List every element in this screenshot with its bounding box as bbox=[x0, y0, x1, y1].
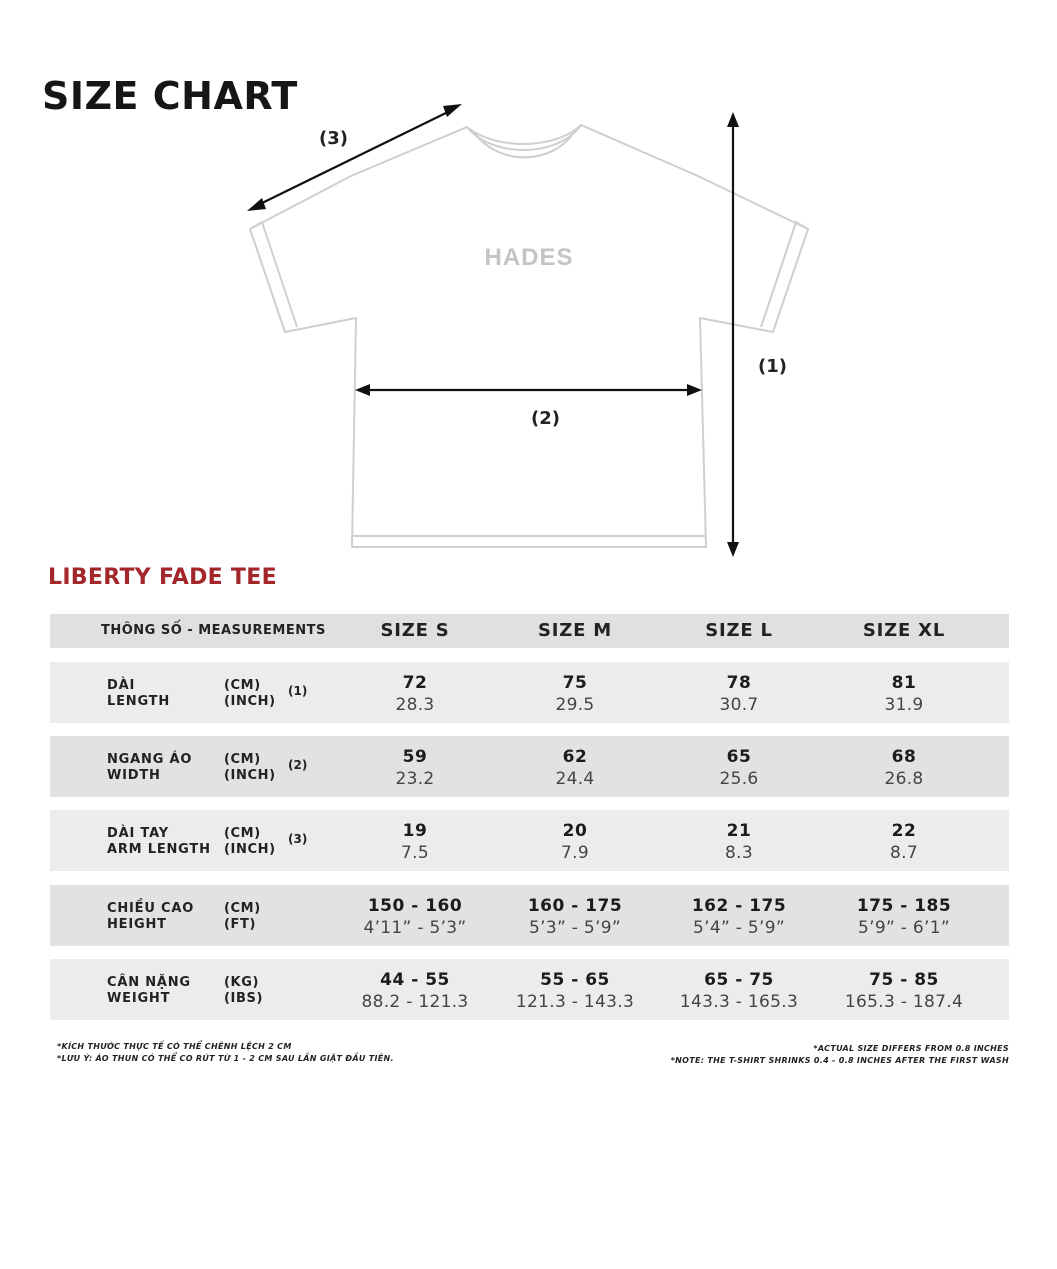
note-en-2: *NOTE: THE T-SHIRT SHRINKS 0.4 - 0.8 INCHES AFTER THE FIRST WASH bbox=[670, 1056, 1009, 1065]
cell-size-xl: 81 31.9 bbox=[884, 673, 924, 715]
cell-size-l: 65 25.6 bbox=[719, 747, 759, 789]
cell-size-s: 72 28.3 bbox=[395, 673, 435, 715]
table-row bbox=[50, 885, 1009, 946]
row-label-vi: CHIỀU CAO bbox=[107, 901, 195, 916]
table-header bbox=[50, 614, 1009, 648]
note-vi-1: *KÍCH THƯỚC THỰC TẾ CÓ THỂ CHÊNH LỆCH 2 CM bbox=[57, 1042, 292, 1051]
cell-size-m: 75 29.5 bbox=[555, 673, 595, 715]
width-arrow-head-left bbox=[355, 384, 370, 396]
notes-english bbox=[671, 1043, 1009, 1067]
size-l-header: SIZE L bbox=[705, 620, 773, 641]
cell-size-l: 65 - 75 143.3 - 165.3 bbox=[679, 970, 799, 1012]
width-label: (2) bbox=[531, 408, 560, 429]
cell-size-s: 150 - 160 4’11” - 5’3” bbox=[363, 896, 467, 938]
cell-size-m: 62 24.4 bbox=[555, 747, 595, 789]
cell-size-xl: 75 - 85 165.3 - 187.4 bbox=[844, 970, 964, 1012]
length-arrow-head-bottom bbox=[727, 542, 739, 557]
row-label-vi: NGANG ÁO bbox=[107, 752, 193, 767]
unit-primary: (CM) bbox=[224, 678, 261, 693]
row-label-en: ARM LENGTH bbox=[107, 842, 211, 857]
note-vi-2: *LƯU Ý: ÁO THUN CÓ THỂ CO RÚT TỪ 1 - 2 CM SAU LẦN GIẶT ĐẦU TIÊN. bbox=[57, 1054, 394, 1063]
cell-size-xl: 175 - 185 5’9” - 6’1” bbox=[856, 896, 952, 938]
product-name: LIBERTY FADE TEE bbox=[48, 565, 277, 590]
row-label-vi: DÀI TAY bbox=[107, 826, 169, 841]
arm-arrow-line bbox=[256, 110, 452, 206]
length-label: (1) bbox=[758, 356, 787, 377]
size-s-header: SIZE S bbox=[380, 620, 450, 641]
unit-primary: (CM) bbox=[224, 826, 261, 841]
row-label-en: WEIGHT bbox=[107, 991, 171, 1006]
table-row bbox=[50, 736, 1009, 797]
size-xl-header: SIZE XL bbox=[862, 620, 946, 641]
width-arrow-head-right bbox=[687, 384, 702, 396]
notes-vietnamese bbox=[57, 1041, 394, 1065]
row-ref: (1) bbox=[288, 684, 308, 698]
tshirt-diagram bbox=[0, 0, 1057, 570]
row-label-en: LENGTH bbox=[107, 694, 171, 709]
cell-size-l: 78 30.7 bbox=[719, 673, 759, 715]
cell-size-xl: 22 8.7 bbox=[890, 821, 918, 863]
row-label bbox=[107, 678, 170, 710]
length-arrow-head-top bbox=[727, 112, 739, 127]
arm-arrow-head-left bbox=[247, 198, 266, 211]
row-label bbox=[107, 975, 191, 1007]
row-label-en: HEIGHT bbox=[107, 917, 167, 932]
cell-size-l: 162 - 175 5’4” - 5’9” bbox=[691, 896, 787, 938]
table-row bbox=[50, 810, 1009, 871]
cell-size-l: 21 8.3 bbox=[725, 821, 753, 863]
unit-secondary: (FT) bbox=[224, 917, 257, 932]
row-label-en: WIDTH bbox=[107, 768, 161, 783]
cell-size-s: 19 7.5 bbox=[401, 821, 429, 863]
row-units bbox=[224, 975, 263, 1007]
brand-text: HADES bbox=[484, 244, 574, 271]
row-units bbox=[224, 678, 276, 710]
cell-size-m: 20 7.9 bbox=[561, 821, 589, 863]
unit-secondary: (INCH) bbox=[224, 768, 276, 783]
unit-secondary: (INCH) bbox=[224, 842, 276, 857]
note-en-1: *ACTUAL SIZE DIFFERS FROM 0.8 INCHES bbox=[813, 1044, 1009, 1053]
row-units bbox=[224, 752, 276, 784]
row-label bbox=[107, 901, 194, 933]
row-units bbox=[224, 901, 261, 933]
cell-size-s: 44 - 55 88.2 - 121.3 bbox=[361, 970, 469, 1012]
arm-arrow-head-right bbox=[443, 104, 462, 117]
cell-size-m: 160 - 175 5’3” - 5’9” bbox=[527, 896, 623, 938]
tshirt-outline bbox=[250, 125, 808, 547]
unit-primary: (CM) bbox=[224, 752, 261, 767]
measurements-header: THÔNG SỐ - MEASUREMENTS bbox=[101, 623, 326, 638]
row-ref: (3) bbox=[288, 832, 308, 846]
cell-size-s: 59 23.2 bbox=[395, 747, 435, 789]
arm-label: (3) bbox=[319, 128, 348, 149]
row-label-vi: CÂN NẶNG bbox=[107, 975, 191, 990]
row-ref: (2) bbox=[288, 758, 308, 772]
cell-size-m: 55 - 65 121.3 - 143.3 bbox=[515, 970, 635, 1012]
row-label bbox=[107, 826, 211, 858]
unit-primary: (CM) bbox=[224, 901, 261, 916]
unit-secondary: (INCH) bbox=[224, 694, 276, 709]
table-row bbox=[50, 662, 1009, 723]
cell-size-xl: 68 26.8 bbox=[884, 747, 924, 789]
unit-primary: (KG) bbox=[224, 975, 260, 990]
page-title: SIZE CHART bbox=[42, 74, 298, 118]
table-row bbox=[50, 959, 1009, 1020]
unit-secondary: (IBS) bbox=[224, 991, 263, 1006]
row-label-vi: DÀI bbox=[107, 678, 136, 693]
row-units bbox=[224, 826, 276, 858]
row-label bbox=[107, 752, 192, 784]
size-m-header: SIZE M bbox=[538, 620, 612, 641]
